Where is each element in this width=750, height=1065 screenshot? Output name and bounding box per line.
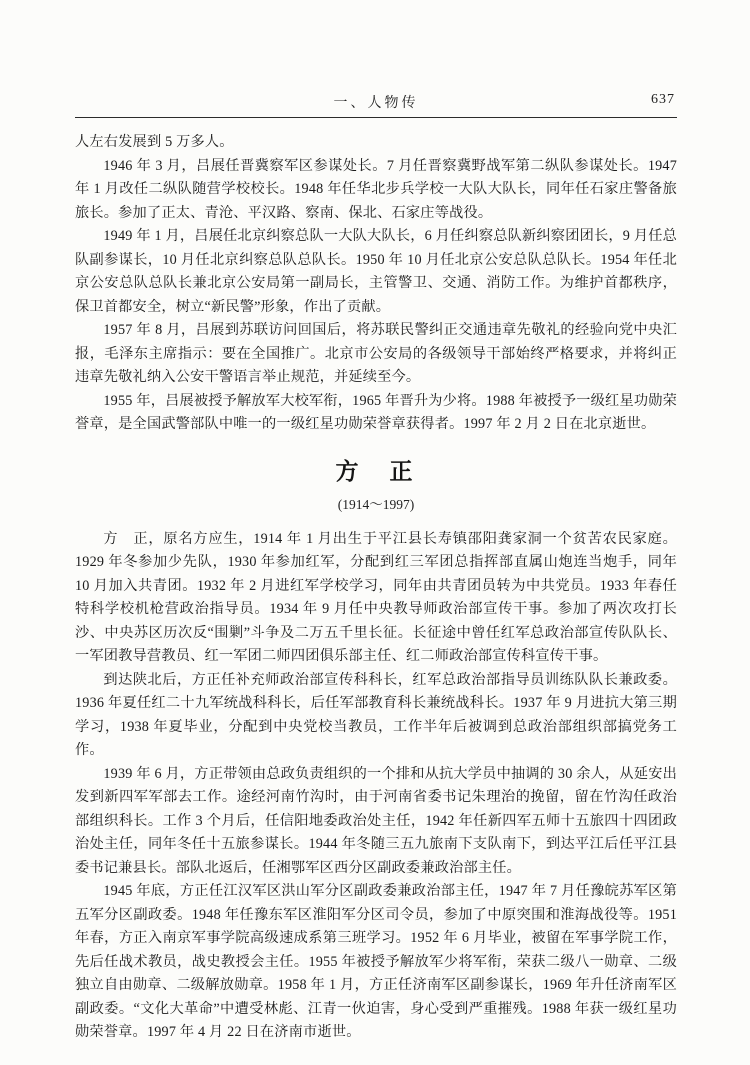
paragraph-fangzheng-1945: 1945 年底，方正任江汉军区洪山军分区副政委兼政治部主任，1947 年 7 月任豫皖苏军区第五军分区副政委。1948 年任豫东军区淮阳军分区司令员，参加了中原突围和淮海战役等。1951 年春，方正入南京军事学院高级速成系第三班学习。1952 年 6 月毕业，被留在军事学院工作，先后任战术教员，战史教授会主任。1955 年被授予解放军少将军衔，荣获二级八一勋章、二级独立自由勋章、二级解放勋章。1958 年 1 月，方正任济南军区副参谋长，1969 年升任济南军区副政委。“文化大革命”中遭受林彪、江青一伙迫害，身心受到严重摧残。1988 年获一级红星功勋荣誉章。1997 年 4 月 22 日在济南市逝世。 [75,883,677,1040]
paragraph-lvzhan-1957: 1957 年 8 月，吕展到苏联访问回国后，将苏联民警纠正交通违章先敬礼的经验向党中央汇报，毛泽东主席指示：要在全国推广。北京市公安局的各级领导干部始终严格要求，并将纠正违章先敬礼纳入公安干警语言举止规范，并延续至今。 [75,322,677,385]
page-header [75,92,677,112]
running-head: 一、人物传 [333,96,419,111]
paragraph-fangzheng-shaanbei: 到达陕北后，方正任补充师政治部宣传科科长，红军总政治部指导员训练队队长兼政委。1936 年夏任红二十九军统战科科长，后任军部教育科长兼统战科长。1937 年 9 月进抗大第三期学习，1938 年夏毕业，分配到中央党校当教员，工作半年后被调到总政治部组织部搞党务工作。 [75,671,677,758]
paragraph-lvzhan-1949: 1949 年 1 月，吕展任北京纠察总队一大队大队长，6 月任纠察总队新纠察团团长，9 月任总队副参谋长，10 月任北京纠察总队总队长。1950 年 10 月任北京公安总队总队长。1954 年任北京公安总队总队长兼北京公安局第一副局长，主管警卫、交通、消防工作。为维护首都秩序，保卫首都安全，树立“新民警”形象，作出了贡献。 [75,228,677,315]
paragraph-continuation: 人左右发展到 5 万多人。 [75,134,234,150]
biography-lvzhan-section [75,131,677,437]
page-number: 637 [651,92,675,107]
page-content [75,92,677,1045]
biography-fangzheng-body [75,528,677,1045]
paragraph-fangzheng-1939: 1939 年 6 月，方正带领由总政负责组织的一个排和从抗大学员中抽调的 30 余人，从延安出发到新四军军部去工作。途经河南竹沟时，由于河南省委书记朱理治的挽留，留在竹沟任政治部组织科长。工作 3 个月后，任信阳地委政治处主任，1942 年任新四军五师十五旅四十四团政治处主任，同年冬任十五旅参谋长。1944 年冬随三五九旅南下支队南下，到达平江后任平江县委书记兼县长。部队北返后，任湘鄂军区西分区副政委兼政治部主任。 [75,765,677,876]
biography-fangzheng-section [75,453,677,1045]
paragraph-fangzheng-origin: 方 正，原名方应生，1914 年 1 月出生于平江县长寿镇邵阳龚家洞一个贫苦农民家庭。1929 年冬参加少先队，1930 年参加红军，分配到红三军团总指挥部直属山炮连当炮手，同年 10 月加入共青团。1932 年 2 月进红军学校学习，同年由共青团员转为中共党员。1933 年春任特科学校机枪营政治指导员。1934 年 9 月任中央教导师政治部宣传干事。参加了两次攻打长沙、中央苏区历次反“围剿”斗争及二万五千里长征。长征途中曾任红军总政治部宣传队队长、一军团教导营教员、红一军团二师四团俱乐部主任、红二师政治部宣传科宣传干事。 [75,530,677,664]
paragraph-lvzhan-1946: 1946 年 3 月，吕展任晋冀察军区参谋处长。7 月任晋察冀野战军第二纵队参谋处长。1947 年 1 月改任二纵队随营学校校长。1948 年任华北步兵学校一大队大队长，同年任石家庄警备旅旅长。参加了正太、青沧、平汉路、察南、保北、石家庄等战役。 [75,157,677,221]
section-title: 方 正 [335,458,417,484]
header-rule [75,117,677,118]
paragraph-lvzhan-1955: 1955 年，吕展被授予解放军大校军衔，1965 年晋升为少将。1988 年被授予一级红星功勋荣誉章，是全国武警部队中唯一的一级红星功勋荣誉章获得者。1997 年 2 月 2 日在北京逝世。 [75,392,677,432]
section-life-years: (1914～1997) [337,496,415,512]
